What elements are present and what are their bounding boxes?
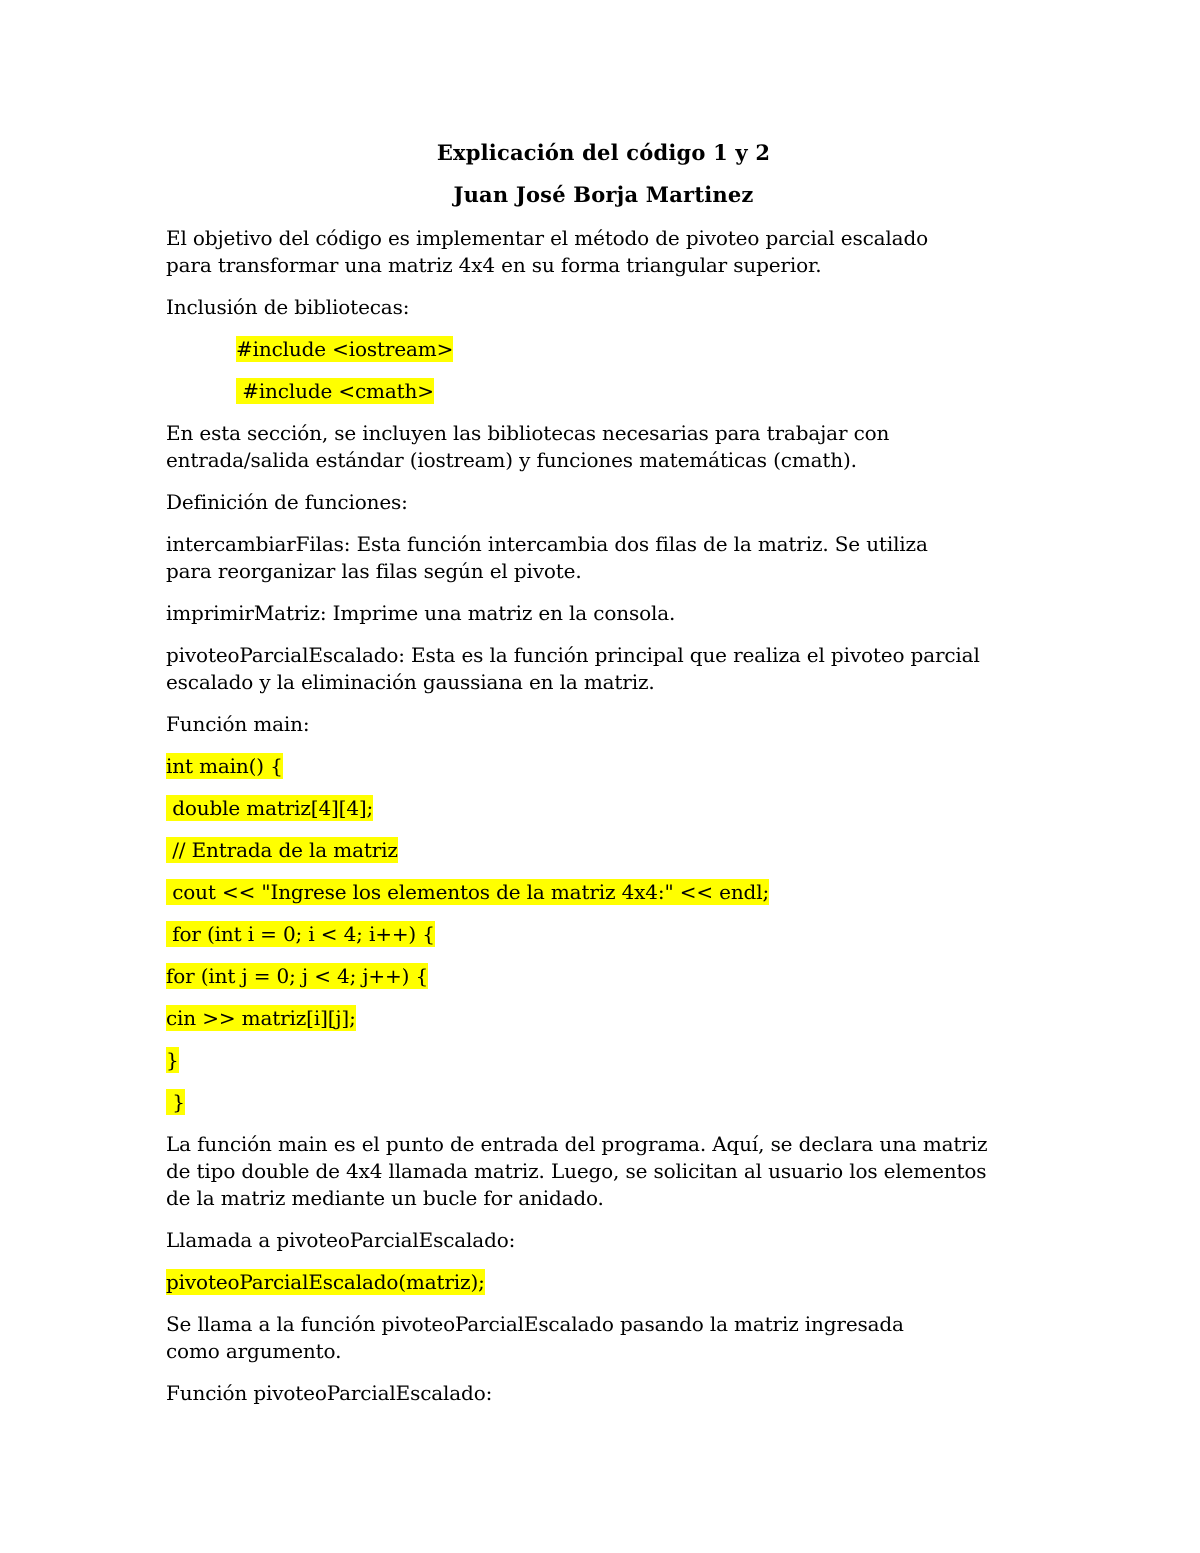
intro-paragraph: El objetivo del código es implementar el método de pivoteo parcial escalado para transformar una matriz 4x4 en su forma triangular superior. <box>166 226 928 277</box>
code-line <box>166 921 1046 948</box>
function-imprimir-matriz: imprimirMatriz: Imprime una matriz en la consola. <box>166 601 676 625</box>
main-code-line-2: double matriz[4][4]; <box>166 796 374 820</box>
includes-heading: Inclusión de bibliotecas: <box>166 295 410 319</box>
document-title: Explicación del código 1 y 2 <box>436 140 771 165</box>
main-heading: Función main: <box>166 712 310 736</box>
function-pivoteo-parcial: pivoteoParcialEscalado: Esta es la función principal que realiza el pivoteo parcial escalado y la eliminación gaussiana en la matriz. <box>166 643 980 694</box>
code-line <box>166 837 1046 864</box>
main-code-line-3: // Entrada de la matriz <box>166 838 398 862</box>
code-line <box>166 963 1046 990</box>
final-heading: Función pivoteoParcialEscalado: <box>166 1381 493 1405</box>
code-line <box>166 753 1046 780</box>
code-line <box>166 1089 1046 1116</box>
main-code-line-5: for (int i = 0; i < 4; i++) { <box>166 922 435 946</box>
functions-heading: Definición de funciones: <box>166 490 408 514</box>
main-code-line-4: cout << "Ingrese los elementos de la matriz 4x4:" << endl; <box>166 880 770 904</box>
include-line <box>166 336 1046 363</box>
call-heading: Llamada a pivoteoParcialEscalado: <box>166 1228 516 1252</box>
title-container <box>166 138 1041 168</box>
call-explanation: Se llama a la función pivoteoParcialEscalado pasando la matriz ingresada como argumento. <box>166 1312 904 1363</box>
code-line <box>166 1047 1046 1074</box>
main-code-line-7: cin >> matriz[i][j]; <box>166 1006 356 1030</box>
main-explanation: La función main es el punto de entrada del programa. Aquí, se declara una matriz de tipo double de 4x4 llamada matriz. Luego, se solicitan al usuario los elementos de la matriz mediante un bucle for anidado. <box>166 1132 988 1210</box>
author-container <box>166 180 1041 210</box>
function-intercambiar-filas: intercambiarFilas: Esta función intercambia dos filas de la matriz. Se utiliza para reorganizar las filas según el pivote. <box>166 532 928 583</box>
include-iostream: #include <iostream> <box>236 337 454 361</box>
code-line <box>166 1269 1046 1296</box>
include-line <box>166 378 1046 405</box>
call-code-line: pivoteoParcialEscalado(matriz); <box>166 1270 485 1294</box>
document-content <box>166 138 1046 1407</box>
main-code-line-6: for (int j = 0; j < 4; j++) { <box>166 964 429 988</box>
include-cmath: #include <cmath> <box>236 379 434 403</box>
includes-explanation: En esta sección, se incluyen las bibliotecas necesarias para trabajar con entrada/salida estándar (iostream) y funciones matemáticas (cmath). <box>166 421 890 472</box>
main-code-line-8: } <box>166 1048 179 1072</box>
document-author: Juan José Borja Martinez <box>453 182 754 207</box>
code-line <box>166 1005 1046 1032</box>
main-code-line-1: int main() { <box>166 754 283 778</box>
main-code-line-9: } <box>166 1090 185 1114</box>
code-line <box>166 795 1046 822</box>
code-line <box>166 879 1046 906</box>
